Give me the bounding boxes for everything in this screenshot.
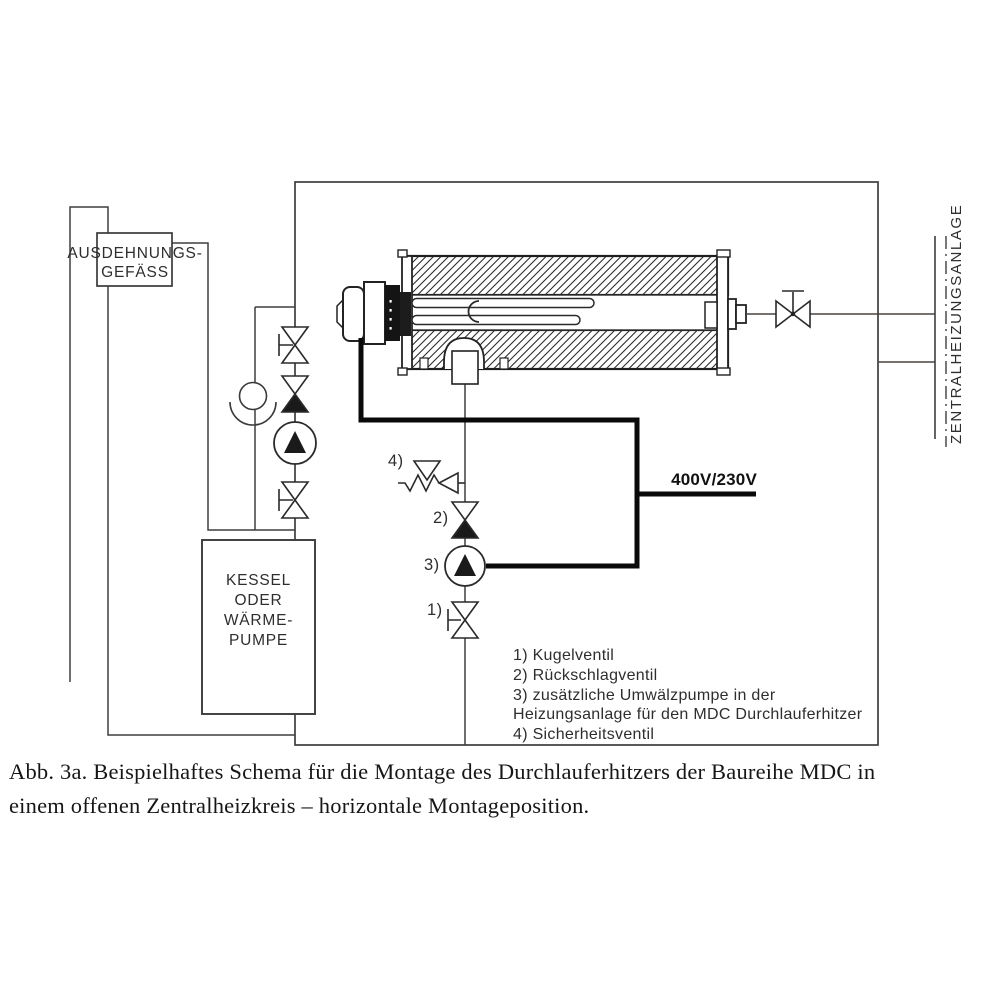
expansion-vessel-label-line2: GEFÄSS xyxy=(101,264,169,281)
callout-3: 3) xyxy=(424,556,440,574)
power-supply-label: 400V/230V xyxy=(671,470,757,489)
left-check-valve xyxy=(282,376,308,412)
caption-line2: einem offenen Zentralheizkreis – horizontale Montageposition. xyxy=(9,792,590,818)
legend-item-2: 2) Rückschlagventil xyxy=(513,666,658,684)
legend-item-1: 1) Kugelventil xyxy=(513,647,615,664)
callout-1: 1) xyxy=(427,601,443,619)
heater-plug-assembly xyxy=(337,282,411,344)
electrical-supply-cable xyxy=(361,338,756,566)
heater-right-end-plate xyxy=(717,256,728,369)
outlet-shutoff-valve xyxy=(776,291,810,327)
open-vessel-symbol xyxy=(230,383,276,426)
heater-bottom-port xyxy=(444,338,484,384)
heater-cross-section xyxy=(337,250,746,384)
legend-item-4: 4) Sicherheitsventil xyxy=(513,726,655,744)
callout-2: 2) xyxy=(433,509,449,527)
boiler-label: KESSEL ODER WÄRME- PUMPE xyxy=(223,572,294,649)
central-heating-label: ZENTRALHEIZUNGSANLAGE xyxy=(948,203,965,444)
expansion-vessel-label-line1: AUSDEHNUNGS- xyxy=(67,245,203,262)
expansion-vessel-label xyxy=(55,244,215,282)
circulation-pump xyxy=(445,546,485,586)
figure-caption xyxy=(9,755,987,822)
left-ball-valve-lower xyxy=(279,482,308,518)
inlet-ball-valve xyxy=(448,602,478,638)
caption-line1: Abb. 3a. Beispielhaftes Schema für die Montage des Durchlauferhitzers der Baureihe MDC in xyxy=(9,759,876,784)
callout-4: 4) xyxy=(388,452,404,470)
legend xyxy=(513,646,903,745)
central-heating-boundary xyxy=(935,236,946,447)
left-pump xyxy=(274,422,316,464)
legend-item-3-cont: Heizungsanlage für den MDC Durchlauferhitzer xyxy=(513,706,863,724)
legend-item-3: 3) zusätzliche Umwälzpumpe in der xyxy=(513,686,776,704)
inlet-check-valve xyxy=(452,502,478,538)
safety-valve xyxy=(398,461,465,493)
flow-pipe-to-central-heating xyxy=(746,314,935,362)
left-ball-valve-upper xyxy=(279,327,308,363)
